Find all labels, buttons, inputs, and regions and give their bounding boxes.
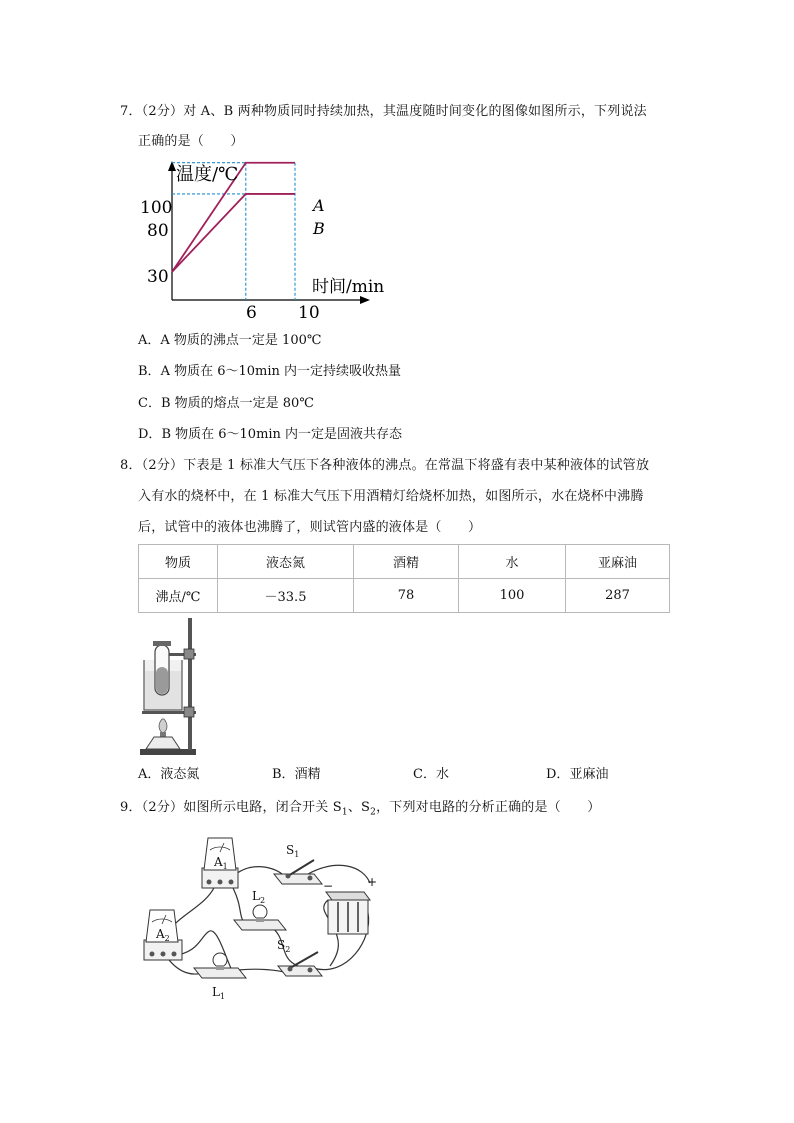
q9-text-prefix: 如图所示电路，闭合开关 S [183, 800, 342, 815]
x-tick-10: 10 [298, 303, 320, 323]
q7-number: 7． [120, 104, 142, 119]
option-text: 亚麻油 [569, 767, 609, 782]
q7-option-a[interactable] [138, 332, 321, 350]
table-cell: 78 [354, 579, 459, 613]
boiling-point-table [138, 544, 670, 613]
option-letter: A． [138, 333, 161, 348]
q7-stem-line2: 正确的是（ ） [138, 134, 244, 149]
option-letter: D． [546, 767, 570, 782]
test-tube-liquid [156, 667, 168, 694]
option-text: B 物质在 6～10min 内一定是固液共存态 [161, 427, 403, 442]
q8-stem-line1 [120, 457, 649, 475]
test-tube-rim [153, 641, 171, 646]
y-tick-80: 80 [147, 221, 169, 241]
table-cell: 水 [459, 545, 566, 579]
s1-subscript: 1 [341, 807, 348, 818]
switch-s1 [274, 843, 322, 884]
table-cell: 酒精 [354, 545, 459, 579]
x-tick-6: 6 [246, 303, 257, 323]
table-row [139, 545, 670, 579]
lamp-l1 [194, 953, 246, 1001]
table-row [139, 579, 670, 613]
q7-stem-line1 [120, 103, 647, 121]
q8-stem-line2: 入有水的烧杯中，在 1 标准大气压下用酒精灯给烧杯加热，如图所示，水在烧杯中沸腾 [138, 489, 644, 504]
option-text: 液态氮 [160, 767, 200, 782]
alcohol-lamp [146, 737, 180, 749]
ammeter-a2 [144, 910, 182, 960]
flame [159, 719, 167, 733]
heating-apparatus-illustration [136, 615, 216, 760]
series-line-b [172, 194, 295, 272]
y-axis-label: 温度/℃ [176, 164, 239, 185]
q8-option-b[interactable] [272, 766, 321, 784]
lamp-l2 [234, 889, 286, 930]
q8-stem-line3: 后，试管中的液体也沸腾了，则试管内盛的液体是（ ） [138, 520, 482, 535]
table-cell: 287 [566, 579, 670, 613]
table-cell: －33.5 [218, 579, 354, 613]
svg-text:−: − [323, 879, 334, 893]
q9-number: 9． [120, 800, 142, 815]
q8-option-c[interactable] [413, 766, 449, 784]
ring-knob [184, 707, 194, 717]
q7-temperature-graph [130, 158, 410, 328]
q8-text-line1: 下表是 1 标准大气压下各种液体的沸点。在常温下将盛有表中某种液体的试管放 [183, 458, 650, 473]
option-letter: B． [138, 364, 161, 379]
table-cell: 液态氮 [218, 545, 354, 579]
x-axis-label: 时间/min [312, 277, 385, 297]
ammeter-a1 [202, 838, 238, 888]
stand-rod [188, 618, 192, 750]
q9-circuit-diagram [138, 828, 388, 1008]
q7-option-b[interactable] [138, 363, 401, 381]
q8-option-d[interactable] [546, 766, 608, 784]
svg-text:S2: $S_2$ [277, 938, 291, 954]
y-tick-30: 30 [147, 267, 169, 287]
table-cell: 物质 [139, 545, 218, 579]
svg-text:S1: $S_1$ [286, 843, 300, 859]
q8-score: （2分） [141, 458, 184, 473]
option-letter: D． [138, 427, 162, 442]
table-cell: 100 [459, 579, 566, 613]
svg-text:A1: $A_1$ [214, 855, 228, 871]
q7-option-c[interactable] [138, 395, 314, 413]
svg-text:A2: $A_2$ [156, 927, 170, 943]
s2-subscript: 2 [370, 807, 377, 818]
stand-base [140, 749, 196, 755]
q7-option-d[interactable] [138, 426, 402, 444]
lamp-wick [160, 732, 166, 737]
y-tick-100: 100 [140, 198, 173, 218]
option-text: B 物质的熔点一定是 80℃ [160, 396, 314, 411]
q9-text-mid: 、S [347, 800, 371, 815]
option-text: 酒精 [294, 767, 321, 782]
q8-option-a[interactable] [138, 766, 199, 784]
q8-number: 8． [120, 458, 142, 473]
table-cell: 亚麻油 [566, 545, 670, 579]
q7-score: （2分） [141, 104, 184, 119]
option-text: A 物质在 6～10min 内一定持续吸收热量 [160, 364, 402, 379]
option-letter: A． [138, 767, 161, 782]
q7-text-line1: 对 A、B 两种物质同时持续加热，其温度随时间变化的图像如图所示，下列说法 [183, 104, 647, 119]
series-label-b: B [313, 219, 325, 238]
q9-text-suffix: ，下列对电路的分析正确的是（ ） [376, 800, 601, 815]
q9-score: （2分） [141, 800, 184, 815]
series-label-a: A [313, 196, 325, 215]
option-letter: C． [413, 767, 436, 782]
svg-text:L2: $L_2$ [252, 889, 266, 905]
option-text: A 物质的沸点一定是 100℃ [160, 333, 322, 348]
option-letter: C． [138, 396, 161, 411]
q9-stem [120, 799, 600, 822]
option-text: 水 [435, 767, 449, 782]
svg-text:L1: $L_1$ [212, 985, 226, 1001]
x-axis-arrow [360, 296, 370, 304]
option-letter: B． [272, 767, 295, 782]
svg-text:+: + [367, 875, 378, 889]
battery [323, 875, 377, 934]
table-cell: 沸点/℃ [139, 579, 218, 613]
switch-s2 [277, 938, 322, 976]
clamp-knob [184, 649, 194, 659]
